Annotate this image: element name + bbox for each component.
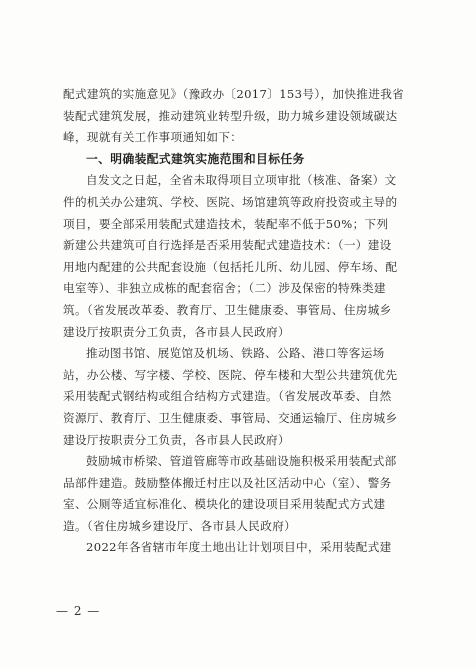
body-line: 建设厅按职责分工负责，各市县人民政府） [63,432,290,447]
body-line: 室、公厕等适宜标准化、模块化的建设项目采用装配式方式建 [63,497,386,512]
section-heading: 一、明确装配式建筑实施范围和目标任务 [86,151,305,166]
body-line: 峰，现就有关工作事项通知如下： [63,130,243,145]
body-line: 采用装配式钢结构或组合结构方式建造。（省发展改革委、自然 [63,389,392,404]
body-line: 造。（省住房城乡建设厅、各市县人民政府） [63,518,297,533]
paragraph-start-line: 自发文之日起，全省未取得项目立项审批（核准、备案）文 [86,173,397,188]
paragraph-start-line: 2022年各省辖市年度土地出让计划项目中，采用装配式建 [86,540,392,555]
body-line: 项目，要全部采用装配式建造技术，装配率不低于50%；下列 [63,216,389,231]
body-line: 品部件建造。鼓励整体搬迁村庄以及社区活动中心（室）、警务 [63,475,392,490]
body-line: 配式建筑的实施意见》（豫政办〔2017〕153号），加快推进我省 [63,87,405,101]
body-line: 资源厅、教育厅、卫生健康委、事管局、交通运输厅、住房城乡 [63,410,398,425]
body-line: 新建公共建筑可自行选择是否采用装配式建造技术：（一）建设 [63,238,392,253]
body-line: 用地内配建的公共配套设施（包括托儿所、幼儿园、停车场、配 [63,259,398,274]
paragraph-start-line: 鼓励城市桥梁、管道管廊等市政基础设施积极采用装配式部 [86,454,397,469]
body-line: 建设厅按职责分工负责，各市县人民政府） [63,324,290,339]
body-line: 装配式建筑发展，推动建筑业转型升级，助力城乡建设领域碳达 [63,108,398,123]
document-body [63,84,413,559]
body-line: 电室等）、非独立成栋的配套宿舍；（二）涉及保密的特殊类建 [63,281,386,296]
page-number: — 2 — [56,604,101,618]
body-line: 站，办公楼、写字楼、学校、医院、停车楼和大型公共建筑优先 [63,367,398,382]
paragraph-start-line: 推动图书馆、展览馆及机场、铁路、公路、港口等客运场 [86,346,385,361]
body-line: 筑。（省发展改革委、教育厅、卫生健康委、事管局、住房城乡 [63,302,392,317]
body-line: 件的机关办公建筑、学校、医院、场馆建筑等政府投资或主导的 [63,194,398,209]
